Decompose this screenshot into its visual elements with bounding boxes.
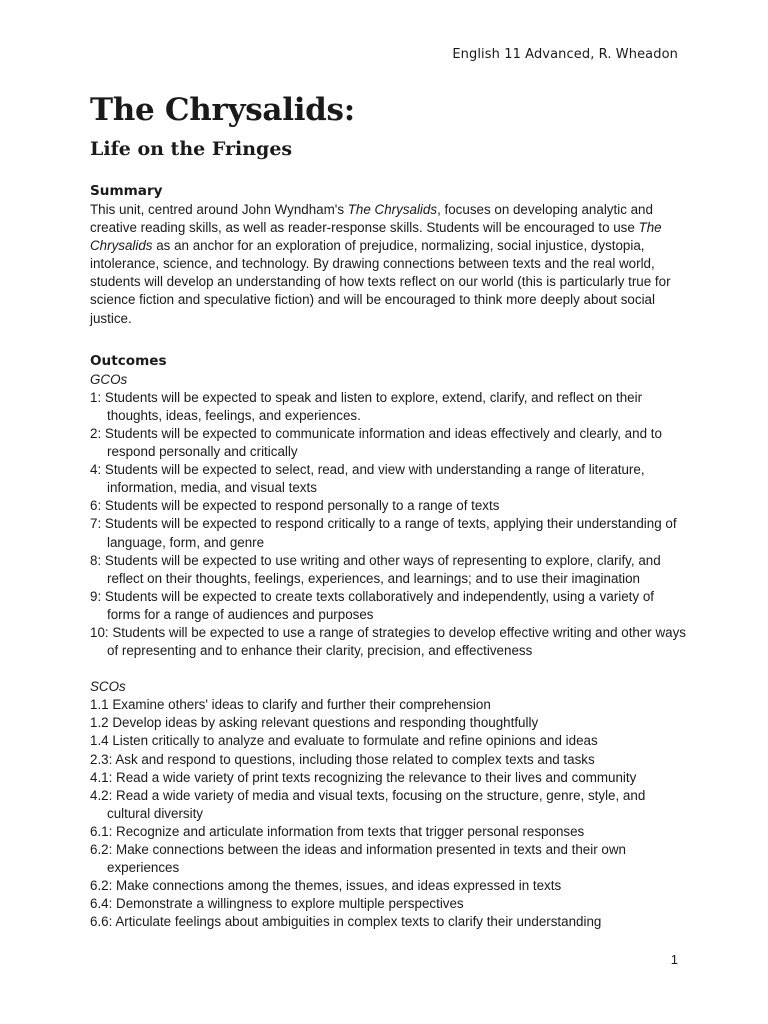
sco-item: 6.4: Demonstrate a willingness to explore multiple perspectives (90, 896, 464, 912)
sco-block (90, 678, 690, 931)
summary-text-3: as an anchor for an exploration of prejudice, normalizing, social injustice, dystopia, intolerance, science, and technology. By drawing connections between texts and the real world, students will develop an understanding of how texts reflect on our world (this is particularly true for science fiction and speculative fiction) and will be encouraged to think more deeply about social justice. (90, 238, 671, 326)
gco-item: 2: Students will be expected to communicate information and ideas effectively and clearly, and to respond personally and critically (90, 425, 662, 460)
outcomes-heading: Outcomes (90, 352, 167, 369)
summary-paragraph (90, 201, 690, 328)
gco-item: 6: Students will be expected to respond personally to a range of texts (90, 498, 500, 514)
gco-item: 7: Students will be expected to respond critically to a range of texts, applying their understanding of language, form, and genre (90, 516, 677, 550)
document-body (90, 182, 690, 931)
sco-item: 1.2 Develop ideas by asking relevant questions and responding thoughtfully (90, 715, 539, 731)
book-title: The Chrysalids (90, 220, 662, 254)
document-title: The Chrysalids: (90, 92, 355, 128)
sco-item: 6.2: Make connections among the themes, issues, and ideas expressed in texts (90, 878, 562, 894)
gco-item: 4: Students will be expected to select, read, and view with understanding a range of literature, information, media, and visual texts (90, 462, 645, 496)
sco-item: 6.2: Make connections between the ideas and information presented in texts and their own experiences (90, 842, 626, 876)
sco-list (90, 696, 690, 931)
sco-item: 2.3: Ask and respond to questions, including those related to complex texts and tasks (90, 751, 595, 767)
sco-item: 6.6: Articulate feelings about ambiguities in complex texts to clarify their understanding (90, 914, 602, 930)
gco-item: 10: Students will be expected to use a range of strategies to develop effective writing and other ways of representing and to enhance their clarity, precision, and effectiveness (90, 624, 686, 659)
sco-label: SCOs (90, 679, 126, 695)
summary-text-1: This unit, centred around John Wyndham's (90, 202, 348, 217)
sco-item: 1.1 Examine others' ideas to clarify and further their comprehension (90, 697, 491, 713)
page-number: 1 (670, 952, 678, 967)
gco-label: GCOs (90, 371, 128, 387)
summary-text-2: , focuses on developing analytic and creative reading skills, as well as reader-response skills. Students will be encouraged to use (90, 202, 653, 236)
sco-item: 4.1: Read a wide variety of print texts recognizing the relevance to their lives and community (90, 769, 637, 785)
sco-item: 6.1: Recognize and articulate information from texts that trigger personal responses (90, 823, 585, 839)
gco-item: 1: Students will be expected to speak and listen to explore, extend, clarify, and reflect on their thoughts, ideas, feelings, and experiences. (90, 389, 643, 423)
book-title: The Chrysalids (347, 202, 438, 217)
sco-item: 4.2: Read a wide variety of media and visual texts, focusing on the structure, genre, style, and cultural diversity (90, 787, 646, 821)
gco-list (90, 389, 690, 660)
outcomes-section (90, 352, 690, 932)
course-header: English 11 Advanced, R. Wheadon (452, 47, 678, 62)
gco-item: 8: Students will be expected to use writing and other ways of representing to explore, clarify, and reflect on their thoughts, feelings, experiences, and learnings; and to use their imagination (90, 552, 661, 586)
gco-item: 9: Students will be expected to create texts collaboratively and independently, using a variety of forms for a range of audiences and purposes (90, 588, 654, 622)
sco-item: 1.4 Listen critically to analyze and evaluate to formulate and refine opinions and ideas (90, 733, 598, 749)
summary-heading: Summary (90, 183, 163, 199)
document-subtitle: Life on the Fringes (90, 138, 293, 160)
summary-section (90, 182, 690, 328)
